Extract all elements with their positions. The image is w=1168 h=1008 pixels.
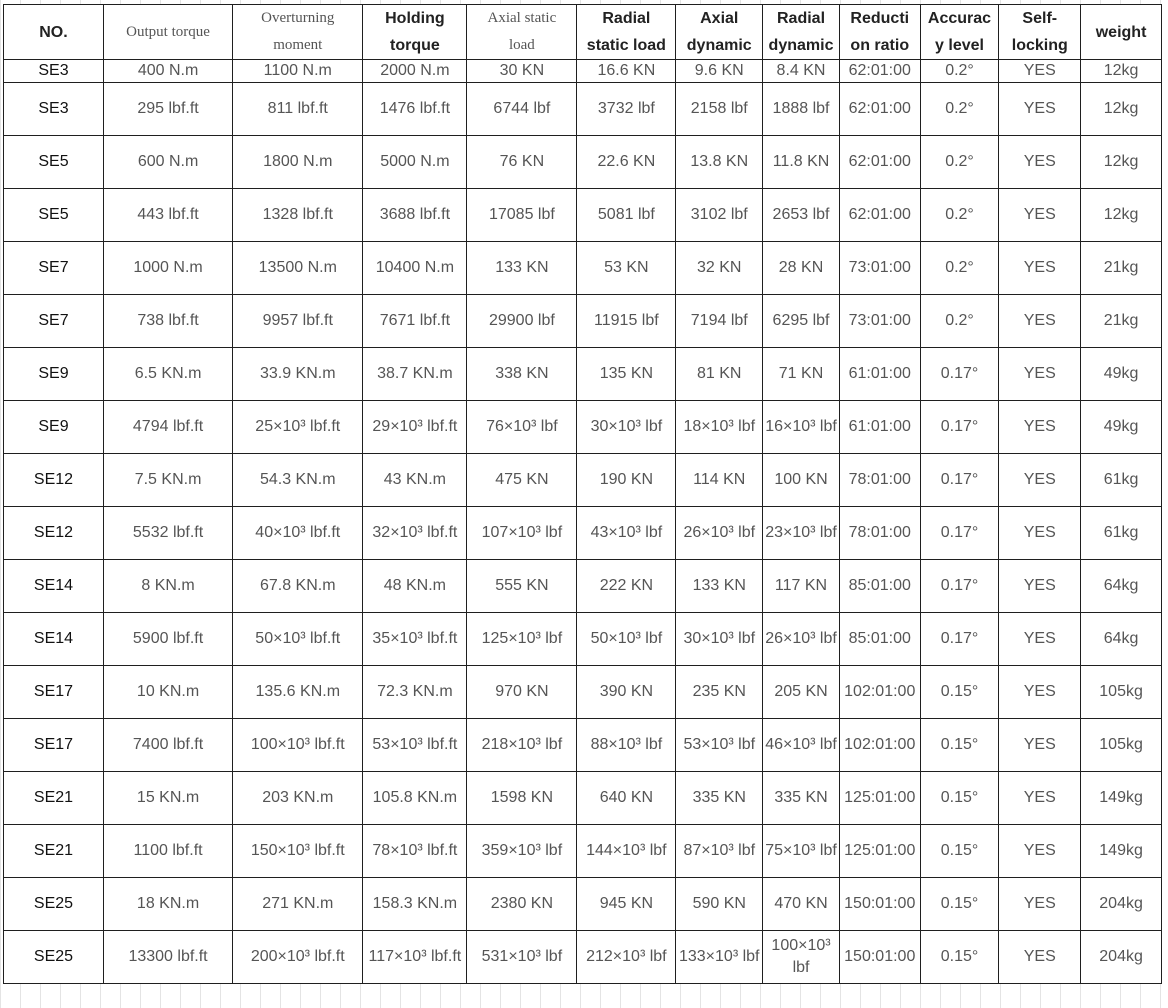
header-axial-dynamic[interactable]	[676, 5, 763, 60]
cell-radial-static-load[interactable]: 11915 lbf	[577, 295, 676, 348]
header-line: locking	[1011, 37, 1068, 54]
header-line: Overturning	[261, 10, 335, 26]
cell-axial-static-load[interactable]: 531×10³ lbf	[467, 931, 577, 984]
cell-reduction-ratio[interactable]: 73:01:00	[839, 295, 920, 348]
cell-radial-static-load[interactable]: 3732 lbf	[577, 83, 676, 136]
cell-accuracy-level[interactable]: 0.2°	[920, 295, 999, 348]
cell-model[interactable]: SE5	[4, 189, 104, 242]
cell-radial-dynamic[interactable]: 26×10³ lbf	[763, 613, 840, 666]
cell-weight[interactable]: 105kg	[1081, 666, 1162, 719]
cell-output-torque[interactable]: 1000 N.m	[103, 242, 232, 295]
cell-holding-torque[interactable]: 38.7 KN.m	[363, 348, 467, 401]
cell-reduction-ratio[interactable]: 150:01:00	[839, 878, 920, 931]
cell-radial-static-load[interactable]: 222 KN	[577, 560, 676, 613]
cell-reduction-ratio[interactable]: 125:01:00	[839, 772, 920, 825]
cell-radial-dynamic[interactable]: 23×10³ lbf	[763, 507, 840, 560]
cell-accuracy-level[interactable]: 0.15°	[920, 772, 999, 825]
header-line: Radial	[602, 10, 651, 27]
cell-overturning-moment[interactable]: 100×10³ lbf.ft	[233, 719, 363, 772]
table-row	[4, 348, 1162, 401]
cell-radial-dynamic[interactable]: 28 KN	[763, 242, 840, 295]
cell-weight[interactable]: 12kg	[1081, 136, 1162, 189]
cell-model[interactable]: SE12	[4, 454, 104, 507]
header-holding-torque[interactable]	[363, 5, 467, 60]
cell-overturning-moment[interactable]: 50×10³ lbf.ft	[233, 613, 363, 666]
cell-reduction-ratio[interactable]: 102:01:00	[839, 666, 920, 719]
cell-axial-dynamic[interactable]: 13.8 KN	[676, 136, 763, 189]
cell-reduction-ratio[interactable]: 85:01:00	[839, 560, 920, 613]
cell-radial-static-load[interactable]: 53 KN	[577, 242, 676, 295]
cell-accuracy-level[interactable]: 0.2°	[920, 189, 999, 242]
cell-output-torque[interactable]: 7.5 KN.m	[103, 454, 232, 507]
cell-reduction-ratio[interactable]: 62:01:00	[839, 60, 920, 83]
cell-self-locking[interactable]: YES	[999, 348, 1081, 401]
cell-radial-static-load[interactable]: 212×10³ lbf	[577, 931, 676, 984]
cell-radial-dynamic[interactable]: 71 KN	[763, 348, 840, 401]
table-row	[4, 666, 1162, 719]
cell-overturning-moment[interactable]: 271 KN.m	[233, 878, 363, 931]
header-line: on ratio	[850, 37, 910, 54]
cell-radial-dynamic[interactable]: 470 KN	[763, 878, 840, 931]
cell-overturning-moment[interactable]: 811 lbf.ft	[233, 83, 363, 136]
cell-radial-static-load[interactable]: 945 KN	[577, 878, 676, 931]
cell-self-locking[interactable]: YES	[999, 931, 1081, 984]
header-line: Axial static	[487, 10, 557, 26]
cell-self-locking[interactable]: YES	[999, 401, 1081, 454]
header-line: Self-	[1022, 10, 1058, 27]
cell-axial-static-load[interactable]: 125×10³ lbf	[467, 613, 577, 666]
cell-radial-static-load[interactable]: 43×10³ lbf	[577, 507, 676, 560]
cell-axial-dynamic[interactable]: 590 KN	[676, 878, 763, 931]
cell-radial-static-load[interactable]: 22.6 KN	[577, 136, 676, 189]
cell-holding-torque[interactable]: 72.3 KN.m	[363, 666, 467, 719]
cell-self-locking[interactable]: YES	[999, 878, 1081, 931]
cell-reduction-ratio[interactable]: 62:01:00	[839, 189, 920, 242]
cell-accuracy-level[interactable]: 0.15°	[920, 878, 999, 931]
cell-weight[interactable]: 64kg	[1081, 560, 1162, 613]
cell-holding-torque[interactable]: 3688 lbf.ft	[363, 189, 467, 242]
cell-reduction-ratio[interactable]: 150:01:00	[839, 931, 920, 984]
cell-radial-dynamic[interactable]: 100×10³ lbf	[763, 931, 840, 984]
cell-self-locking[interactable]: YES	[999, 825, 1081, 878]
cell-model[interactable]: SE17	[4, 666, 104, 719]
cell-axial-dynamic[interactable]: 87×10³ lbf	[676, 825, 763, 878]
cell-holding-torque[interactable]: 53×10³ lbf.ft	[363, 719, 467, 772]
cell-reduction-ratio[interactable]: 73:01:00	[839, 242, 920, 295]
cell-output-torque[interactable]: 13300 lbf.ft	[103, 931, 232, 984]
header-no[interactable]: NO.	[4, 5, 104, 60]
cell-overturning-moment[interactable]: 67.8 KN.m	[233, 560, 363, 613]
cell-weight[interactable]: 204kg	[1081, 878, 1162, 931]
cell-radial-dynamic[interactable]: 6295 lbf	[763, 295, 840, 348]
cell-radial-dynamic[interactable]: 46×10³ lbf	[763, 719, 840, 772]
cell-model[interactable]: SE21	[4, 825, 104, 878]
cell-self-locking[interactable]: YES	[999, 454, 1081, 507]
cell-reduction-ratio[interactable]: 102:01:00	[839, 719, 920, 772]
table-row	[4, 189, 1162, 242]
cell-weight[interactable]: 12kg	[1081, 60, 1162, 83]
cell-axial-dynamic[interactable]: 32 KN	[676, 242, 763, 295]
cell-output-torque[interactable]: 7400 lbf.ft	[103, 719, 232, 772]
cell-reduction-ratio[interactable]: 62:01:00	[839, 83, 920, 136]
cell-accuracy-level[interactable]: 0.17°	[920, 454, 999, 507]
cell-axial-static-load[interactable]: 6744 lbf	[467, 83, 577, 136]
cell-radial-dynamic[interactable]: 100 KN	[763, 454, 840, 507]
cell-output-torque[interactable]: 400 N.m	[103, 60, 232, 83]
cell-accuracy-level[interactable]: 0.2°	[920, 242, 999, 295]
header-line: Accurac	[927, 10, 992, 27]
cell-radial-static-load[interactable]: 5081 lbf	[577, 189, 676, 242]
cell-accuracy-level[interactable]: 0.15°	[920, 719, 999, 772]
table-row	[4, 60, 1162, 83]
cell-overturning-moment[interactable]: 150×10³ lbf.ft	[233, 825, 363, 878]
cell-holding-torque[interactable]: 32×10³ lbf.ft	[363, 507, 467, 560]
cell-holding-torque[interactable]: 5000 N.m	[363, 136, 467, 189]
cell-radial-dynamic[interactable]: 2653 lbf	[763, 189, 840, 242]
cell-accuracy-level[interactable]: 0.15°	[920, 931, 999, 984]
header-output-torque[interactable]: Output torque	[103, 5, 232, 60]
cell-axial-static-load[interactable]: 218×10³ lbf	[467, 719, 577, 772]
cell-holding-torque[interactable]: 7671 lbf.ft	[363, 295, 467, 348]
cell-radial-dynamic[interactable]: 16×10³ lbf	[763, 401, 840, 454]
header-line: Axial	[700, 10, 739, 27]
cell-axial-dynamic[interactable]: 235 KN	[676, 666, 763, 719]
cell-accuracy-level[interactable]: 0.2°	[920, 83, 999, 136]
cell-model[interactable]: SE21	[4, 772, 104, 825]
header-radial-dynamic[interactable]	[763, 5, 840, 60]
cell-weight[interactable]: 64kg	[1081, 613, 1162, 666]
header-line: static load	[586, 37, 666, 54]
cell-output-torque[interactable]: 5532 lbf.ft	[103, 507, 232, 560]
cell-overturning-moment[interactable]: 135.6 KN.m	[233, 666, 363, 719]
specification-table	[3, 4, 1162, 984]
cell-axial-dynamic[interactable]: 114 KN	[676, 454, 763, 507]
cell-accuracy-level[interactable]: 0.17°	[920, 401, 999, 454]
header-radial-static-load[interactable]	[577, 5, 676, 60]
cell-self-locking[interactable]: YES	[999, 189, 1081, 242]
table-row	[4, 295, 1162, 348]
cell-accuracy-level[interactable]: 0.2°	[920, 60, 999, 83]
cell-self-locking[interactable]: YES	[999, 60, 1081, 83]
header-reduction-ratio[interactable]	[839, 5, 920, 60]
cell-axial-dynamic[interactable]: 81 KN	[676, 348, 763, 401]
cell-accuracy-level[interactable]: 0.15°	[920, 825, 999, 878]
cell-axial-static-load[interactable]: 1598 KN	[467, 772, 577, 825]
cell-overturning-moment[interactable]: 9957 lbf.ft	[233, 295, 363, 348]
cell-overturning-moment[interactable]: 25×10³ lbf.ft	[233, 401, 363, 454]
cell-axial-static-load[interactable]: 475 KN	[467, 454, 577, 507]
cell-model[interactable]: SE14	[4, 613, 104, 666]
cell-weight[interactable]: 21kg	[1081, 295, 1162, 348]
cell-weight[interactable]: 149kg	[1081, 772, 1162, 825]
cell-axial-dynamic[interactable]: 335 KN	[676, 772, 763, 825]
cell-output-torque[interactable]: 1100 lbf.ft	[103, 825, 232, 878]
cell-accuracy-level[interactable]: 0.17°	[920, 507, 999, 560]
cell-weight[interactable]: 61kg	[1081, 454, 1162, 507]
cell-overturning-moment[interactable]: 13500 N.m	[233, 242, 363, 295]
cell-output-torque[interactable]: 295 lbf.ft	[103, 83, 232, 136]
table-row	[4, 719, 1162, 772]
cell-axial-dynamic[interactable]: 2158 lbf	[676, 83, 763, 136]
cell-output-torque[interactable]: 8 KN.m	[103, 560, 232, 613]
cell-overturning-moment[interactable]: 1100 N.m	[233, 60, 363, 83]
cell-radial-static-load[interactable]: 390 KN	[577, 666, 676, 719]
cell-accuracy-level[interactable]: 0.17°	[920, 613, 999, 666]
cell-axial-static-load[interactable]: 29900 lbf	[467, 295, 577, 348]
header-line: dynamic	[768, 37, 834, 54]
header-line: moment	[273, 37, 323, 53]
cell-radial-dynamic[interactable]: 205 KN	[763, 666, 840, 719]
cell-holding-torque[interactable]: 158.3 KN.m	[363, 878, 467, 931]
cell-weight[interactable]: 49kg	[1081, 401, 1162, 454]
cell-radial-static-load[interactable]: 135 KN	[577, 348, 676, 401]
cell-radial-static-load[interactable]: 190 KN	[577, 454, 676, 507]
table-row	[4, 825, 1162, 878]
cell-axial-static-load[interactable]: 970 KN	[467, 666, 577, 719]
cell-overturning-moment[interactable]: 1800 N.m	[233, 136, 363, 189]
cell-holding-torque[interactable]: 2000 N.m	[363, 60, 467, 83]
table-body	[4, 60, 1162, 984]
cell-axial-static-load[interactable]: 17085 lbf	[467, 189, 577, 242]
cell-reduction-ratio[interactable]: 125:01:00	[839, 825, 920, 878]
cell-self-locking[interactable]: YES	[999, 295, 1081, 348]
cell-accuracy-level[interactable]: 0.17°	[920, 560, 999, 613]
cell-model[interactable]: SE9	[4, 348, 104, 401]
cell-self-locking[interactable]: YES	[999, 666, 1081, 719]
header-self-locking[interactable]	[999, 5, 1081, 60]
cell-reduction-ratio[interactable]: 61:01:00	[839, 401, 920, 454]
table-row	[4, 454, 1162, 507]
cell-holding-torque[interactable]: 105.8 KN.m	[363, 772, 467, 825]
cell-output-torque[interactable]: 443 lbf.ft	[103, 189, 232, 242]
cell-axial-static-load[interactable]: 359×10³ lbf	[467, 825, 577, 878]
table-row	[4, 507, 1162, 560]
cell-holding-torque[interactable]: 43 KN.m	[363, 454, 467, 507]
cell-output-torque[interactable]: 738 lbf.ft	[103, 295, 232, 348]
cell-model[interactable]: SE17	[4, 719, 104, 772]
cell-self-locking[interactable]: YES	[999, 560, 1081, 613]
cell-radial-static-load[interactable]: 50×10³ lbf	[577, 613, 676, 666]
table-row	[4, 242, 1162, 295]
cell-self-locking[interactable]: YES	[999, 136, 1081, 189]
cell-overturning-moment[interactable]: 1328 lbf.ft	[233, 189, 363, 242]
cell-output-torque[interactable]: 5900 lbf.ft	[103, 613, 232, 666]
cell-axial-static-load[interactable]: 338 KN	[467, 348, 577, 401]
cell-model[interactable]: SE5	[4, 136, 104, 189]
cell-model[interactable]: SE14	[4, 560, 104, 613]
cell-accuracy-level[interactable]: 0.15°	[920, 666, 999, 719]
cell-axial-static-load[interactable]: 76 KN	[467, 136, 577, 189]
header-row	[4, 5, 1162, 60]
cell-self-locking[interactable]: YES	[999, 772, 1081, 825]
cell-weight[interactable]: 49kg	[1081, 348, 1162, 401]
cell-axial-static-load[interactable]: 107×10³ lbf	[467, 507, 577, 560]
table-row	[4, 878, 1162, 931]
cell-model[interactable]: SE3	[4, 83, 104, 136]
table-row	[4, 931, 1162, 984]
cell-weight[interactable]: 204kg	[1081, 931, 1162, 984]
cell-output-torque[interactable]: 18 KN.m	[103, 878, 232, 931]
cell-reduction-ratio[interactable]: 78:01:00	[839, 507, 920, 560]
cell-overturning-moment[interactable]: 33.9 KN.m	[233, 348, 363, 401]
cell-output-torque[interactable]: 6.5 KN.m	[103, 348, 232, 401]
cell-radial-dynamic[interactable]: 8.4 KN	[763, 60, 840, 83]
cell-output-torque[interactable]: 4794 lbf.ft	[103, 401, 232, 454]
cell-radial-static-load[interactable]: 640 KN	[577, 772, 676, 825]
cell-overturning-moment[interactable]: 40×10³ lbf.ft	[233, 507, 363, 560]
header-axial-static-load[interactable]	[467, 5, 577, 60]
cell-model[interactable]: SE25	[4, 878, 104, 931]
cell-axial-dynamic[interactable]: 30×10³ lbf	[676, 613, 763, 666]
cell-reduction-ratio[interactable]: 62:01:00	[839, 136, 920, 189]
header-line: Radial	[777, 10, 826, 27]
cell-axial-static-load[interactable]: 555 KN	[467, 560, 577, 613]
cell-weight[interactable]: 105kg	[1081, 719, 1162, 772]
cell-radial-dynamic[interactable]: 1888 lbf	[763, 83, 840, 136]
cell-accuracy-level[interactable]: 0.2°	[920, 136, 999, 189]
table-row	[4, 83, 1162, 136]
cell-radial-static-load[interactable]: 16.6 KN	[577, 60, 676, 83]
cell-axial-static-load[interactable]: 30 KN	[467, 60, 577, 83]
cell-axial-static-load[interactable]: 2380 KN	[467, 878, 577, 931]
cell-weight[interactable]: 12kg	[1081, 189, 1162, 242]
cell-holding-torque[interactable]: 35×10³ lbf.ft	[363, 613, 467, 666]
cell-reduction-ratio[interactable]: 61:01:00	[839, 348, 920, 401]
header-line: dynamic	[686, 37, 752, 54]
cell-self-locking[interactable]: YES	[999, 83, 1081, 136]
cell-axial-dynamic[interactable]: 18×10³ lbf	[676, 401, 763, 454]
cell-reduction-ratio[interactable]: 85:01:00	[839, 613, 920, 666]
table-row	[4, 613, 1162, 666]
cell-output-torque[interactable]: 10 KN.m	[103, 666, 232, 719]
table-row	[4, 560, 1162, 613]
cell-holding-torque[interactable]: 48 KN.m	[363, 560, 467, 613]
cell-axial-static-load[interactable]: 76×10³ lbf	[467, 401, 577, 454]
cell-axial-dynamic[interactable]: 3102 lbf	[676, 189, 763, 242]
cell-radial-dynamic[interactable]: 117 KN	[763, 560, 840, 613]
cell-weight[interactable]: 149kg	[1081, 825, 1162, 878]
cell-model[interactable]: SE25	[4, 931, 104, 984]
cell-self-locking[interactable]: YES	[999, 719, 1081, 772]
cell-axial-dynamic[interactable]: 26×10³ lbf	[676, 507, 763, 560]
cell-weight[interactable]: 21kg	[1081, 242, 1162, 295]
cell-axial-dynamic[interactable]: 7194 lbf	[676, 295, 763, 348]
cell-axial-static-load[interactable]: 133 KN	[467, 242, 577, 295]
cell-reduction-ratio[interactable]: 78:01:00	[839, 454, 920, 507]
cell-self-locking[interactable]: YES	[999, 507, 1081, 560]
header-line: Reducti	[850, 10, 910, 27]
cell-radial-static-load[interactable]: 88×10³ lbf	[577, 719, 676, 772]
cell-output-torque[interactable]: 600 N.m	[103, 136, 232, 189]
cell-model[interactable]: SE9	[4, 401, 104, 454]
cell-radial-static-load[interactable]: 144×10³ lbf	[577, 825, 676, 878]
cell-axial-dynamic[interactable]: 133 KN	[676, 560, 763, 613]
table-row	[4, 772, 1162, 825]
cell-axial-dynamic[interactable]: 133×10³ lbf	[676, 931, 763, 984]
cell-weight[interactable]: 61kg	[1081, 507, 1162, 560]
cell-holding-torque[interactable]: 10400 N.m	[363, 242, 467, 295]
header-line: Holding	[385, 10, 445, 27]
cell-accuracy-level[interactable]: 0.17°	[920, 348, 999, 401]
cell-self-locking[interactable]: YES	[999, 613, 1081, 666]
table-row	[4, 136, 1162, 189]
cell-holding-torque[interactable]: 1476 lbf.ft	[363, 83, 467, 136]
cell-self-locking[interactable]: YES	[999, 242, 1081, 295]
cell-radial-dynamic[interactable]: 11.8 KN	[763, 136, 840, 189]
cell-overturning-moment[interactable]: 203 KN.m	[233, 772, 363, 825]
cell-overturning-moment[interactable]: 54.3 KN.m	[233, 454, 363, 507]
header-line: load	[508, 37, 535, 53]
cell-radial-dynamic[interactable]: 335 KN	[763, 772, 840, 825]
cell-holding-torque[interactable]: 117×10³ lbf.ft	[363, 931, 467, 984]
cell-axial-dynamic[interactable]: 53×10³ lbf	[676, 719, 763, 772]
cell-model[interactable]: SE12	[4, 507, 104, 560]
cell-weight[interactable]: 12kg	[1081, 83, 1162, 136]
cell-holding-torque[interactable]: 29×10³ lbf.ft	[363, 401, 467, 454]
header-weight[interactable]: weight	[1081, 5, 1162, 60]
header-line: y level	[935, 37, 984, 54]
cell-output-torque[interactable]: 15 KN.m	[103, 772, 232, 825]
cell-radial-dynamic[interactable]: 75×10³ lbf	[763, 825, 840, 878]
cell-holding-torque[interactable]: 78×10³ lbf.ft	[363, 825, 467, 878]
cell-model[interactable]: SE7	[4, 242, 104, 295]
cell-model[interactable]: SE3	[4, 60, 104, 83]
cell-overturning-moment[interactable]: 200×10³ lbf.ft	[233, 931, 363, 984]
cell-model[interactable]: SE7	[4, 295, 104, 348]
cell-axial-dynamic[interactable]: 9.6 KN	[676, 60, 763, 83]
table-row	[4, 401, 1162, 454]
cell-radial-static-load[interactable]: 30×10³ lbf	[577, 401, 676, 454]
header-overturning-moment[interactable]	[233, 5, 363, 60]
header-accuracy-level[interactable]	[920, 5, 999, 60]
header-line: torque	[389, 37, 440, 54]
